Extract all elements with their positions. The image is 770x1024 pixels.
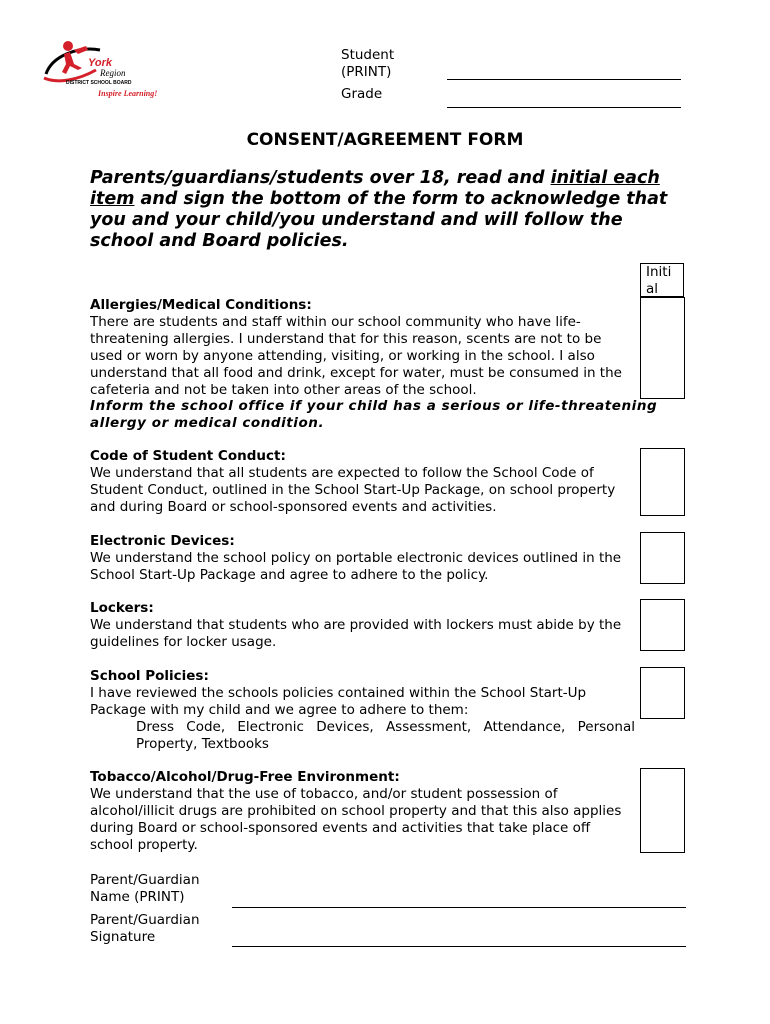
grade-field[interactable] bbox=[447, 107, 681, 108]
section-electronic-devices bbox=[90, 533, 635, 584]
parent-signature-label-line1: Parent/Guardian bbox=[90, 912, 200, 928]
initial-box-code-of-conduct[interactable] bbox=[640, 448, 685, 516]
parent-signature-field[interactable] bbox=[232, 946, 686, 947]
section-heading: Code of Student Conduct: bbox=[90, 448, 286, 464]
section-code-of-conduct bbox=[90, 448, 635, 516]
parent-signature-label bbox=[90, 912, 200, 946]
initial-box-drug-free[interactable] bbox=[640, 768, 685, 853]
student-label-line2: (PRINT) bbox=[341, 64, 392, 80]
section-heading: Allergies/Medical Conditions: bbox=[90, 297, 312, 313]
section-school-policies bbox=[90, 668, 635, 753]
student-label bbox=[341, 47, 394, 81]
section-heading: Tobacco/Alcohol/Drug-Free Environment: bbox=[90, 769, 400, 785]
section-body: We understand that the use of tobacco, and/or student possession of alcohol/illicit drugs are prohibited on school property and that this also applies during Board or school-sponsored events and activities that take place off school property. bbox=[90, 786, 622, 853]
section-drug-free bbox=[90, 769, 635, 854]
policies-list: Dress Code, Electronic Devices, Assessment, Attendance, Personal Property, Textbooks bbox=[136, 719, 635, 752]
section-heading: Lockers: bbox=[90, 600, 154, 616]
parent-name-label bbox=[90, 872, 200, 906]
section-body: There are students and staff within our school community who have life-threatening allergies. I understand that for this reason, scents are not to be used or worn by anyone attending, visiting, or working in the school. I also understand that all food and drink, except for water, must be consumed in the cafeteria and not be taken into other areas of the school. bbox=[90, 314, 622, 398]
parent-name-label-line1: Parent/Guardian bbox=[90, 872, 200, 888]
instructions-part1: Parents/guardians/students over 18, read and bbox=[90, 168, 551, 188]
initial-box-electronic-devices[interactable] bbox=[640, 532, 685, 584]
initial-header-line1: Initi bbox=[646, 264, 672, 280]
school-board-logo bbox=[38, 34, 158, 104]
section-body: We understand that students who are provided with lockers must abide by the guidelines for locker usage. bbox=[90, 617, 622, 650]
parent-name-field[interactable] bbox=[232, 907, 686, 908]
initial-box-allergies[interactable] bbox=[640, 297, 685, 399]
section-allergies bbox=[90, 297, 635, 399]
form-title: CONSENT/AGREEMENT FORM bbox=[246, 130, 524, 150]
parent-signature-label-line2: Signature bbox=[90, 929, 156, 945]
form-instructions bbox=[90, 168, 680, 252]
section-heading: School Policies: bbox=[90, 668, 209, 684]
student-label-line1: Student bbox=[341, 47, 395, 63]
initial-box-lockers[interactable] bbox=[640, 599, 685, 651]
parent-name-label-line2: Name (PRINT) bbox=[90, 889, 185, 905]
instructions-part2: and sign the bottom of the form to acknowledge that you and your child/you understand and will follow the school and Board policies. bbox=[90, 189, 668, 251]
svg-text:DISTRICT SCHOOL BOARD: DISTRICT SCHOOL BOARD bbox=[66, 80, 132, 86]
initial-header-line2: al bbox=[646, 281, 659, 297]
logo-graphic bbox=[38, 34, 158, 104]
section-heading: Electronic Devices: bbox=[90, 533, 235, 549]
svg-text:Inspire Learning!: Inspire Learning! bbox=[98, 89, 158, 98]
svg-text:York: York bbox=[88, 57, 113, 69]
section-body: We understand that all students are expected to follow the School Code of Student Conduct, outlined in the School Start-Up Package, on school property and during Board or school-sponsored events and activities. bbox=[90, 465, 616, 515]
section-lockers bbox=[90, 600, 635, 651]
student-name-field[interactable] bbox=[447, 79, 681, 80]
section-body: I have reviewed the schools policies contained within the School Start-Up Package with my child and we agree to adhere to them: bbox=[90, 685, 587, 718]
initial-column-header bbox=[640, 263, 684, 297]
svg-text:Region: Region bbox=[100, 68, 126, 78]
grade-label: Grade bbox=[341, 86, 383, 102]
instructions-emphasis: initial each item bbox=[90, 168, 660, 209]
section-body: We understand the school policy on portable electronic devices outlined in the School Start-Up Package and agree to adhere to the policy. bbox=[90, 550, 622, 583]
initial-box-school-policies[interactable] bbox=[640, 667, 685, 719]
allergy-notice: Inform the school office if your child has a serious or life-threatening allergy or medical condition. bbox=[90, 398, 658, 431]
